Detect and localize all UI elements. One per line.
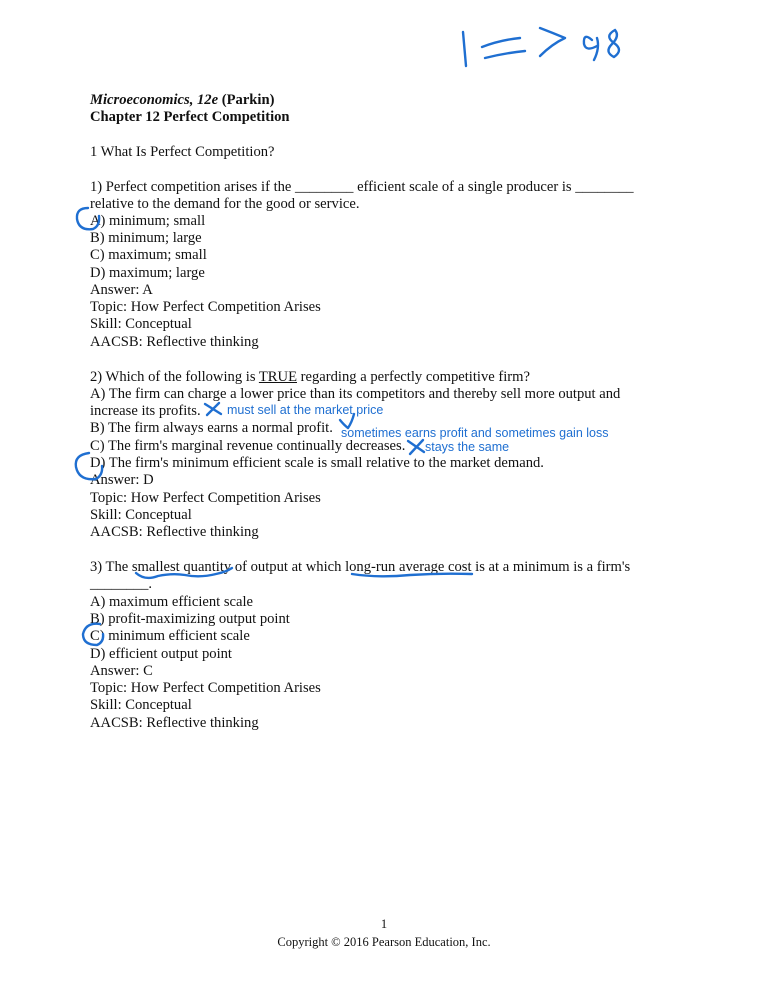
ink-arrow-bar-top [482,38,520,47]
q1-stem-line2: relative to the demand for the good or service. [90,196,360,212]
q2-skill: Skill: Conceptual [90,507,192,523]
q3-answer: Answer: C [90,663,153,679]
q2-option-d: D) The firm's minimum efficient scale is small relative to the market demand. [90,455,544,471]
q1-answer: Answer: A [90,282,153,298]
annotation-profit-loss: sometimes earns profit and sometimes gain loss [341,426,609,440]
q1-option-d: D) maximum; large [90,265,205,281]
q2-stem-pre: 2) Which of the following is [90,369,259,385]
q3-option-a: A) maximum efficient scale [90,594,254,610]
q2-answer: Answer: D [90,472,154,488]
ink-cross-q2-c [408,440,424,454]
q3-stem-line1: 3) The smallest quantity of output at which long-run average cost is at a minimum is a firm's [90,559,631,575]
ink-arrow-head [540,28,565,56]
page-number: 1 [380,917,388,931]
q2-option-a-line1: A) The firm can charge a lower price than its competitors and thereby sell more output and [90,386,621,402]
q2-stem [90,369,530,386]
ink-digit-eight [608,30,619,57]
book-header [90,92,274,109]
q2-option-a-line2: increase its profits. [90,403,201,419]
q1-aacsb: AACSB: Reflective thinking [90,334,259,350]
q2-stem-post: regarding a perfectly competitive firm? [297,369,530,385]
q1-topic: Topic: How Perfect Competition Arises [90,299,321,315]
q2-aacsb: AACSB: Reflective thinking [90,524,259,540]
ink-digit-nine [584,37,598,60]
q1-option-b: B) minimum; large [90,230,202,246]
q1-skill: Skill: Conceptual [90,316,192,332]
q2-topic: Topic: How Perfect Competition Arises [90,490,321,506]
q1-stem-line1: 1) Perfect competition arises if the ________ efficient scale of a single producer is ________ [90,179,634,195]
ink-cross-q2-a [205,403,221,415]
q2-stem-true: TRUE [258,369,297,385]
q3-option-d: D) efficient output point [90,646,232,662]
book-author: (Parkin) [218,92,275,108]
ink-arrow-bar-bottom [485,51,525,58]
q3-option-c: C) minimum efficient scale [90,628,250,644]
section-heading: 1 What Is Perfect Competition? [90,144,275,160]
ink-digit-one [463,32,466,66]
annotation-stays-same: stays the same [425,440,510,454]
annotation-market-price: must sell at the market price [227,403,384,417]
q2-option-c: C) The firm's marginal revenue continually decreases. [90,438,406,454]
q3-topic: Topic: How Perfect Competition Arises [90,680,321,696]
q3-aacsb: AACSB: Reflective thinking [90,715,259,731]
q3-skill: Skill: Conceptual [90,697,192,713]
q3-stem-line2: ________. [90,576,153,592]
chapter-title: Chapter 12 Perfect Competition [90,109,290,125]
q1-option-c: C) maximum; small [90,247,207,263]
book-title: Microeconomics, 12e [90,92,219,108]
copyright: Copyright © 2016 Pearson Education, Inc. [277,935,491,949]
q2-option-b: B) The firm always earns a normal profit. [90,420,333,436]
q3-option-b: B) profit-maximizing output point [90,611,290,627]
q1-option-a: A) minimum; small [90,213,206,229]
